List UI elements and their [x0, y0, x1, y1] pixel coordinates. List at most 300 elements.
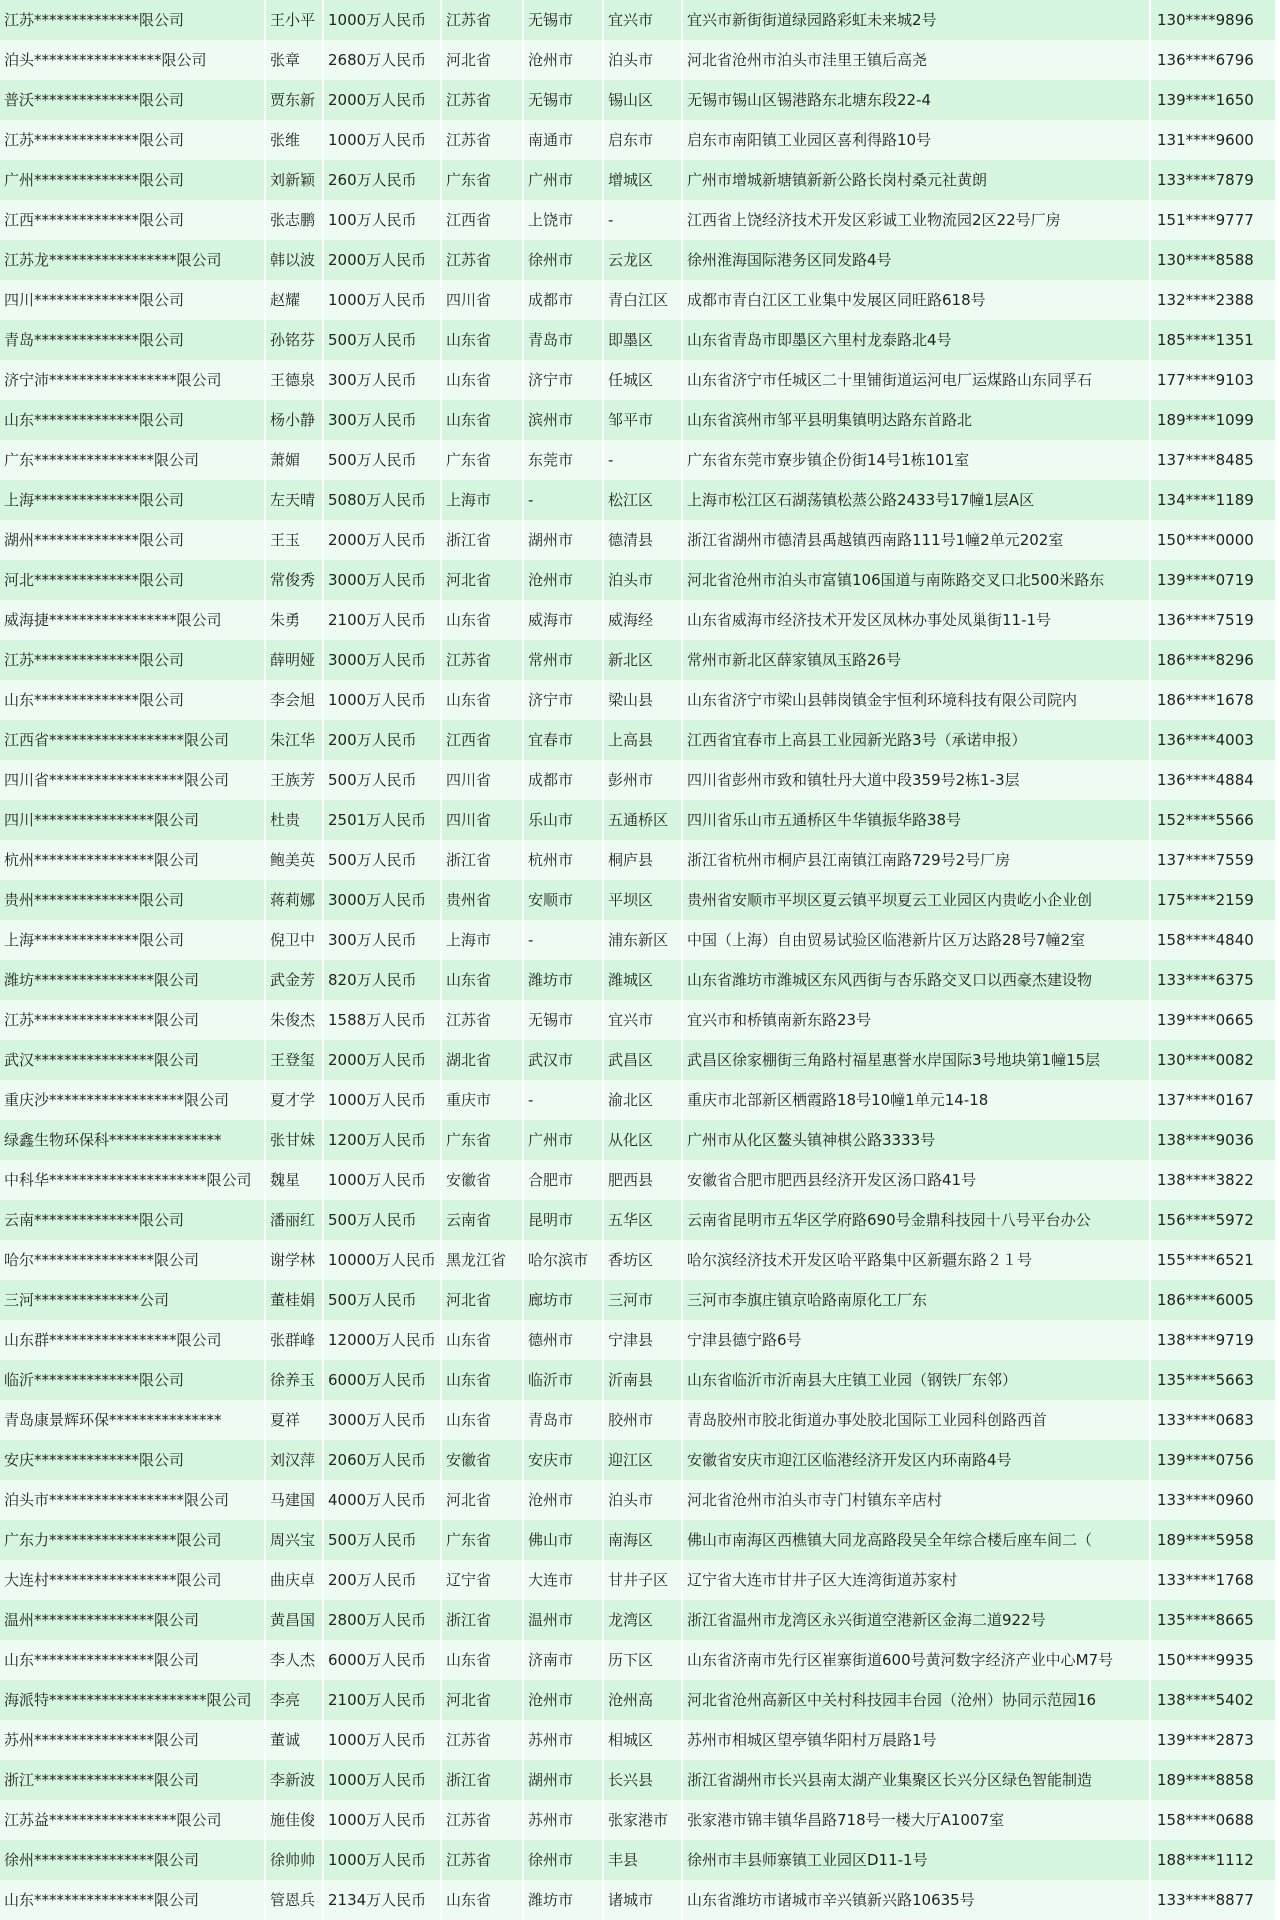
capital-cell: 500万人民币 [323, 1280, 441, 1320]
province-cell: 四川省 [441, 760, 523, 800]
table-row [0, 440, 1276, 480]
legal-rep-cell: 杨小静 [265, 400, 323, 440]
company-name-cell: 三河**************公司 [0, 1280, 265, 1320]
province-cell: 浙江省 [441, 1600, 523, 1640]
legal-rep-cell: 谢学林 [265, 1240, 323, 1280]
address-cell: 云南省昆明市五华区学府路690号金鼎科技园十八号平台办公 [682, 1200, 1150, 1240]
company-name-cell: 山东****************限公司 [0, 1640, 265, 1680]
province-cell: 广东省 [441, 1520, 523, 1560]
province-cell: 河北省 [441, 40, 523, 80]
legal-rep-cell: 李人杰 [265, 1640, 323, 1680]
province-cell: 浙江省 [441, 520, 523, 560]
table-row [0, 1120, 1276, 1160]
capital-cell: 6000万人民币 [323, 1640, 441, 1680]
legal-rep-cell: 倪卫中 [265, 920, 323, 960]
province-cell: 河北省 [441, 1280, 523, 1320]
city-cell: 济宁市 [523, 680, 603, 720]
city-cell: - [523, 1080, 603, 1120]
district-cell: 宁津县 [603, 1320, 682, 1360]
table-row [0, 880, 1276, 920]
city-cell: 安庆市 [523, 1440, 603, 1480]
capital-cell: 1000万人民币 [323, 1800, 441, 1840]
address-cell: 广东省东莞市寮步镇企份街14号1栋101室 [682, 440, 1150, 480]
address-cell: 中国（上海）自由贸易试验区临港新片区万达路28号7幢2室 [682, 920, 1150, 960]
city-cell: 成都市 [523, 280, 603, 320]
district-cell: 即墨区 [603, 320, 682, 360]
legal-rep-cell: 黄昌国 [265, 1600, 323, 1640]
legal-rep-cell: 王德泉 [265, 360, 323, 400]
capital-cell: 2100万人民币 [323, 600, 441, 640]
company-name-cell: 绿鑫生物环保科*************** [0, 1120, 265, 1160]
address-cell: 辽宁省大连市甘井子区大连湾街道苏家村 [682, 1560, 1150, 1600]
company-name-cell: 河北**************限公司 [0, 560, 265, 600]
phone-cell: 134****1189 [1150, 480, 1276, 520]
company-name-cell: 徐州****************限公司 [0, 1840, 265, 1880]
province-cell: 山东省 [441, 600, 523, 640]
address-cell: 宜兴市和桥镇南新东路23号 [682, 1000, 1150, 1040]
district-cell: 新北区 [603, 640, 682, 680]
province-cell: 江苏省 [441, 80, 523, 120]
capital-cell: 1000万人民币 [323, 280, 441, 320]
city-cell: 大连市 [523, 1560, 603, 1600]
province-cell: 四川省 [441, 800, 523, 840]
province-cell: 山东省 [441, 680, 523, 720]
district-cell: 泊头市 [603, 1480, 682, 1520]
province-cell: 山东省 [441, 400, 523, 440]
address-cell: 宜兴市新街街道绿园路彩虹未来城2号 [682, 0, 1150, 40]
city-cell: 德州市 [523, 1320, 603, 1360]
district-cell: - [603, 200, 682, 240]
city-cell: - [523, 480, 603, 520]
table-row [0, 320, 1276, 360]
city-cell: 常州市 [523, 640, 603, 680]
phone-cell: 175****2159 [1150, 880, 1276, 920]
capital-cell: 1000万人民币 [323, 0, 441, 40]
province-cell: 山东省 [441, 1400, 523, 1440]
phone-cell: 177****9103 [1150, 360, 1276, 400]
phone-cell: 133****8877 [1150, 1880, 1276, 1920]
district-cell: 相城区 [603, 1720, 682, 1760]
phone-cell: 136****6796 [1150, 40, 1276, 80]
legal-rep-cell: 张维 [265, 120, 323, 160]
phone-cell: 158****0688 [1150, 1800, 1276, 1840]
company-name-cell: 温州****************限公司 [0, 1600, 265, 1640]
legal-rep-cell: 周兴宝 [265, 1520, 323, 1560]
company-name-cell: 湖州**************限公司 [0, 520, 265, 560]
phone-cell: 139****0719 [1150, 560, 1276, 600]
capital-cell: 10000万人民币 [323, 1240, 441, 1280]
province-cell: 安徽省 [441, 1160, 523, 1200]
phone-cell: 151****9777 [1150, 200, 1276, 240]
city-cell: 苏州市 [523, 1720, 603, 1760]
table-row [0, 1160, 1276, 1200]
city-cell: 成都市 [523, 760, 603, 800]
province-cell: 山东省 [441, 1320, 523, 1360]
address-cell: 武昌区徐家棚街三角路村福星惠誉水岸国际3号地块第1幢15层 [682, 1040, 1150, 1080]
company-name-cell: 江苏**************限公司 [0, 640, 265, 680]
phone-cell: 133****1768 [1150, 1560, 1276, 1600]
province-cell: 浙江省 [441, 840, 523, 880]
company-name-cell: 苏州****************限公司 [0, 1720, 265, 1760]
table-row [0, 240, 1276, 280]
company-name-cell: 四川****************限公司 [0, 800, 265, 840]
table-row [0, 1360, 1276, 1400]
phone-cell: 139****1650 [1150, 80, 1276, 120]
district-cell: 沧州高 [603, 1680, 682, 1720]
capital-cell: 200万人民币 [323, 1560, 441, 1600]
district-cell: 平坝区 [603, 880, 682, 920]
legal-rep-cell: 夏祥 [265, 1400, 323, 1440]
company-name-cell: 威海捷*****************限公司 [0, 600, 265, 640]
district-cell: 丰县 [603, 1840, 682, 1880]
company-name-cell: 江苏益*****************限公司 [0, 1800, 265, 1840]
capital-cell: 300万人民币 [323, 360, 441, 400]
company-name-cell: 海派特*********************限公司 [0, 1680, 265, 1720]
city-cell: 潍坊市 [523, 1880, 603, 1920]
phone-cell: 137****8485 [1150, 440, 1276, 480]
capital-cell: 3000万人民币 [323, 1400, 441, 1440]
company-name-cell: 大连村*****************限公司 [0, 1560, 265, 1600]
table-row [0, 600, 1276, 640]
table-row [0, 520, 1276, 560]
table-row [0, 400, 1276, 440]
city-cell: 苏州市 [523, 1800, 603, 1840]
phone-cell: 156****5972 [1150, 1200, 1276, 1240]
district-cell: 青白江区 [603, 280, 682, 320]
address-cell: 山东省青岛市即墨区六里村龙泰路北4号 [682, 320, 1150, 360]
address-cell: 广州市增城新塘镇新新公路长岗村桑元社黄朗 [682, 160, 1150, 200]
phone-cell: 135****5663 [1150, 1360, 1276, 1400]
legal-rep-cell: 张志鹏 [265, 200, 323, 240]
district-cell: 宜兴市 [603, 1000, 682, 1040]
district-cell: 甘井子区 [603, 1560, 682, 1600]
province-cell: 山东省 [441, 320, 523, 360]
phone-cell: 133****7879 [1150, 160, 1276, 200]
district-cell: 潍城区 [603, 960, 682, 1000]
legal-rep-cell: 王小平 [265, 0, 323, 40]
address-cell: 浙江省湖州市德清县禹越镇西南路111号1幢2单元202室 [682, 520, 1150, 560]
phone-cell: 136****7519 [1150, 600, 1276, 640]
phone-cell: 133****6375 [1150, 960, 1276, 1000]
table-row [0, 800, 1276, 840]
province-cell: 广东省 [441, 160, 523, 200]
table-row [0, 480, 1276, 520]
legal-rep-cell: 朱勇 [265, 600, 323, 640]
address-cell: 上海市松江区石湖荡镇松蒸公路2433号17幢1层A区 [682, 480, 1150, 520]
phone-cell: 136****4884 [1150, 760, 1276, 800]
city-cell: 佛山市 [523, 1520, 603, 1560]
province-cell: 江苏省 [441, 1000, 523, 1040]
city-cell: 沧州市 [523, 560, 603, 600]
capital-cell: 500万人民币 [323, 840, 441, 880]
city-cell: 青岛市 [523, 1400, 603, 1440]
company-name-cell: 浙江****************限公司 [0, 1760, 265, 1800]
phone-cell: 155****6521 [1150, 1240, 1276, 1280]
company-name-cell: 重庆沙******************限公司 [0, 1080, 265, 1120]
province-cell: 广东省 [441, 1120, 523, 1160]
phone-cell: 136****4003 [1150, 720, 1276, 760]
province-cell: 山东省 [441, 1360, 523, 1400]
table-row [0, 1040, 1276, 1080]
province-cell: 江苏省 [441, 240, 523, 280]
table-row [0, 680, 1276, 720]
district-cell: 任城区 [603, 360, 682, 400]
capital-cell: 5080万人民币 [323, 480, 441, 520]
province-cell: 山东省 [441, 960, 523, 1000]
legal-rep-cell: 刘汉萍 [265, 1440, 323, 1480]
company-name-cell: 山东**************限公司 [0, 680, 265, 720]
city-cell: 潍坊市 [523, 960, 603, 1000]
company-name-cell: 青岛康景辉环保*************** [0, 1400, 265, 1440]
table-row [0, 280, 1276, 320]
city-cell: 湖州市 [523, 1760, 603, 1800]
district-cell: 云龙区 [603, 240, 682, 280]
address-cell: 宁津县德宁路6号 [682, 1320, 1150, 1360]
legal-rep-cell: 贾东新 [265, 80, 323, 120]
district-cell: 香坊区 [603, 1240, 682, 1280]
company-name-cell: 上海**************限公司 [0, 920, 265, 960]
phone-cell: 150****0000 [1150, 520, 1276, 560]
phone-cell: 138****5402 [1150, 1680, 1276, 1720]
address-cell: 安徽省合肥市肥西县经济开发区汤口路41号 [682, 1160, 1150, 1200]
company-name-cell: 济宁沛*****************限公司 [0, 360, 265, 400]
city-cell: 沧州市 [523, 1680, 603, 1720]
province-cell: 江苏省 [441, 0, 523, 40]
district-cell: 张家港市 [603, 1800, 682, 1840]
phone-cell: 189****5958 [1150, 1520, 1276, 1560]
city-cell: 临沂市 [523, 1360, 603, 1400]
phone-cell: 189****8858 [1150, 1760, 1276, 1800]
company-name-cell: 江苏**************限公司 [0, 0, 265, 40]
legal-rep-cell: 左天晴 [265, 480, 323, 520]
table-row [0, 1600, 1276, 1640]
city-cell: 无锡市 [523, 80, 603, 120]
address-cell: 广州市从化区鳌头镇神棋公路3333号 [682, 1120, 1150, 1160]
address-cell: 安徽省安庆市迎江区临港经济开发区内环南路4号 [682, 1440, 1150, 1480]
company-name-cell: 贵州**************限公司 [0, 880, 265, 920]
city-cell: 温州市 [523, 1600, 603, 1640]
city-cell: 上饶市 [523, 200, 603, 240]
legal-rep-cell: 施佳俊 [265, 1800, 323, 1840]
address-cell: 山东省潍坊市潍城区东风西街与杏乐路交叉口以西豪杰建设物 [682, 960, 1150, 1000]
district-cell: 德清县 [603, 520, 682, 560]
legal-rep-cell: 杜贵 [265, 800, 323, 840]
address-cell: 河北省沧州高新区中关村科技园丰台园（沧州）协同示范园16 [682, 1680, 1150, 1720]
province-cell: 安徽省 [441, 1440, 523, 1480]
legal-rep-cell: 王登玺 [265, 1040, 323, 1080]
table-row [0, 1320, 1276, 1360]
company-name-cell: 山东群*****************限公司 [0, 1320, 265, 1360]
phone-cell: 188****1112 [1150, 1840, 1276, 1880]
legal-rep-cell: 王族芳 [265, 760, 323, 800]
table-row [0, 1840, 1276, 1880]
capital-cell: 3000万人民币 [323, 560, 441, 600]
legal-rep-cell: 张章 [265, 40, 323, 80]
province-cell: 贵州省 [441, 880, 523, 920]
legal-rep-cell: 常俊秀 [265, 560, 323, 600]
capital-cell: 1000万人民币 [323, 1160, 441, 1200]
city-cell: 无锡市 [523, 0, 603, 40]
table-row [0, 120, 1276, 160]
phone-cell: 130****8588 [1150, 240, 1276, 280]
province-cell: 广东省 [441, 440, 523, 480]
table-row [0, 1640, 1276, 1680]
table-row [0, 640, 1276, 680]
city-cell: 武汉市 [523, 1040, 603, 1080]
legal-rep-cell: 蒋莉娜 [265, 880, 323, 920]
province-cell: 江苏省 [441, 1840, 523, 1880]
legal-rep-cell: 徐养玉 [265, 1360, 323, 1400]
district-cell: 肥西县 [603, 1160, 682, 1200]
legal-rep-cell: 薛明娅 [265, 640, 323, 680]
address-cell: 青岛胶州市胶北街道办事处胶北国际工业园科创路西首 [682, 1400, 1150, 1440]
table-row [0, 1680, 1276, 1720]
company-name-cell: 江苏**************限公司 [0, 120, 265, 160]
province-cell: 河北省 [441, 1680, 523, 1720]
phone-cell: 185****1351 [1150, 320, 1276, 360]
capital-cell: 2501万人民币 [323, 800, 441, 840]
company-name-cell: 山东****************限公司 [0, 1880, 265, 1920]
capital-cell: 820万人民币 [323, 960, 441, 1000]
address-cell: 成都市青白江区工业集中发展区同旺路618号 [682, 280, 1150, 320]
table-row [0, 920, 1276, 960]
province-cell: 上海市 [441, 920, 523, 960]
address-cell: 重庆市北部新区栖霞路18号10幢1单元14-18 [682, 1080, 1150, 1120]
district-cell: 龙湾区 [603, 1600, 682, 1640]
district-cell: 锡山区 [603, 80, 682, 120]
company-name-cell: 青岛**************限公司 [0, 320, 265, 360]
capital-cell: 2000万人民币 [323, 240, 441, 280]
legal-rep-cell: 李会旭 [265, 680, 323, 720]
city-cell: 济南市 [523, 1640, 603, 1680]
district-cell: 渝北区 [603, 1080, 682, 1120]
city-cell: 宜春市 [523, 720, 603, 760]
company-name-cell: 云南**************限公司 [0, 1200, 265, 1240]
table-row [0, 1760, 1276, 1800]
legal-rep-cell: 董诚 [265, 1720, 323, 1760]
province-cell: 辽宁省 [441, 1560, 523, 1600]
capital-cell: 1000万人民币 [323, 680, 441, 720]
table-row [0, 1280, 1276, 1320]
city-cell: 滨州市 [523, 400, 603, 440]
company-name-cell: 江西省******************限公司 [0, 720, 265, 760]
district-cell: 邹平市 [603, 400, 682, 440]
city-cell: 广州市 [523, 1120, 603, 1160]
capital-cell: 500万人民币 [323, 760, 441, 800]
capital-cell: 2060万人民币 [323, 1440, 441, 1480]
company-name-cell: 江苏龙*****************限公司 [0, 240, 265, 280]
city-cell: 乐山市 [523, 800, 603, 840]
district-cell: 南海区 [603, 1520, 682, 1560]
city-cell: - [523, 920, 603, 960]
phone-cell: 152****5566 [1150, 800, 1276, 840]
phone-cell: 133****0960 [1150, 1480, 1276, 1520]
province-cell: 云南省 [441, 1200, 523, 1240]
legal-rep-cell: 张甘妹 [265, 1120, 323, 1160]
phone-cell: 139****0756 [1150, 1440, 1276, 1480]
district-cell: 上高县 [603, 720, 682, 760]
district-cell: 长兴县 [603, 1760, 682, 1800]
address-cell: 无锡市锡山区锡港路东北塘东段22-4 [682, 80, 1150, 120]
province-cell: 湖北省 [441, 1040, 523, 1080]
company-name-cell: 哈尔****************限公司 [0, 1240, 265, 1280]
table-row [0, 960, 1276, 1000]
capital-cell: 3000万人民币 [323, 640, 441, 680]
city-cell: 东莞市 [523, 440, 603, 480]
table-row [0, 1440, 1276, 1480]
address-cell: 浙江省杭州市桐庐县江南镇江南路729号2号厂房 [682, 840, 1150, 880]
phone-cell: 130****0082 [1150, 1040, 1276, 1080]
city-cell: 廊坊市 [523, 1280, 603, 1320]
district-cell: 启东市 [603, 120, 682, 160]
company-name-cell: 四川**************限公司 [0, 280, 265, 320]
address-cell: 徐州市丰县师寨镇工业园区D11-1号 [682, 1840, 1150, 1880]
capital-cell: 500万人民币 [323, 1200, 441, 1240]
capital-cell: 1000万人民币 [323, 120, 441, 160]
table-row [0, 0, 1276, 40]
company-name-cell: 临沂**************限公司 [0, 1360, 265, 1400]
phone-cell: 186****1678 [1150, 680, 1276, 720]
phone-cell: 130****9896 [1150, 0, 1276, 40]
province-cell: 江西省 [441, 720, 523, 760]
city-cell: 杭州市 [523, 840, 603, 880]
district-cell: 三河市 [603, 1280, 682, 1320]
province-cell: 江苏省 [441, 120, 523, 160]
table-row [0, 1560, 1276, 1600]
address-cell: 贵州省安顺市平坝区夏云镇平坝夏云工业园区内贵屹小企业创 [682, 880, 1150, 920]
district-cell: 五华区 [603, 1200, 682, 1240]
address-cell: 徐州淮海国际港务区同发路4号 [682, 240, 1150, 280]
company-name-cell: 四川省******************限公司 [0, 760, 265, 800]
company-name-cell: 普沃**************限公司 [0, 80, 265, 120]
capital-cell: 6000万人民币 [323, 1360, 441, 1400]
capital-cell: 1000万人民币 [323, 1080, 441, 1120]
legal-rep-cell: 徐帅帅 [265, 1840, 323, 1880]
table-row [0, 160, 1276, 200]
legal-rep-cell: 曲庆卓 [265, 1560, 323, 1600]
city-cell: 湖州市 [523, 520, 603, 560]
address-cell: 张家港市锦丰镇华昌路718号一楼大厅A1007室 [682, 1800, 1150, 1840]
province-cell: 江苏省 [441, 640, 523, 680]
table-row [0, 560, 1276, 600]
capital-cell: 2000万人民币 [323, 1040, 441, 1080]
district-cell: 彭州市 [603, 760, 682, 800]
legal-rep-cell: 朱俊杰 [265, 1000, 323, 1040]
province-cell: 四川省 [441, 280, 523, 320]
legal-rep-cell: 潘丽红 [265, 1200, 323, 1240]
phone-cell: 139****2873 [1150, 1720, 1276, 1760]
legal-rep-cell: 韩以波 [265, 240, 323, 280]
district-cell: 泊头市 [603, 560, 682, 600]
district-cell: 胶州市 [603, 1400, 682, 1440]
legal-rep-cell: 管恩兵 [265, 1880, 323, 1920]
table-row [0, 1000, 1276, 1040]
city-cell: 济宁市 [523, 360, 603, 400]
table-row [0, 1800, 1276, 1840]
province-cell: 浙江省 [441, 1760, 523, 1800]
legal-rep-cell: 王玉 [265, 520, 323, 560]
district-cell: 武昌区 [603, 1040, 682, 1080]
address-cell: 山东省济宁市梁山县韩岗镇金宇恒利环境科技有限公司院内 [682, 680, 1150, 720]
phone-cell: 138****3822 [1150, 1160, 1276, 1200]
table-row [0, 200, 1276, 240]
capital-cell: 2134万人民币 [323, 1880, 441, 1920]
city-cell: 安顺市 [523, 880, 603, 920]
table-row [0, 1200, 1276, 1240]
address-cell: 河北省沧州市泊头市洼里王镇后高尧 [682, 40, 1150, 80]
province-cell: 黑龙江省 [441, 1240, 523, 1280]
legal-rep-cell: 孙铭芬 [265, 320, 323, 360]
